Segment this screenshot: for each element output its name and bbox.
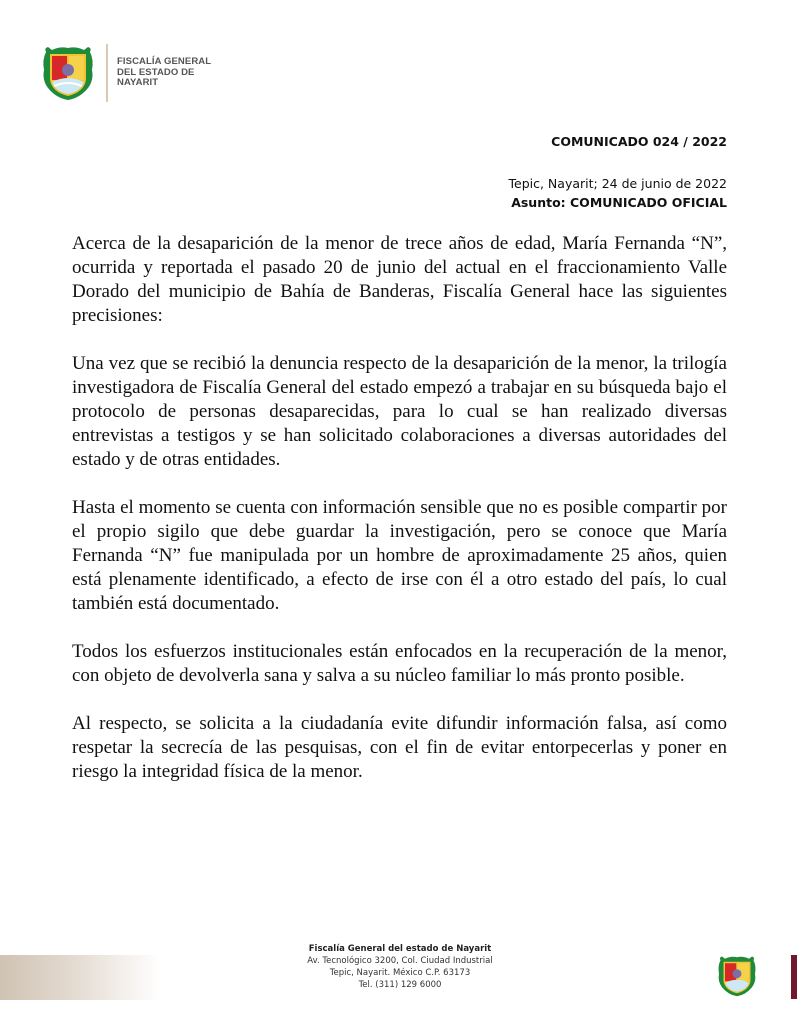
subject-line: Asunto: COMUNICADO OFICIAL [511,195,727,210]
document-body [72,232,727,808]
header-divider [106,44,108,102]
letterhead [40,42,211,104]
org-name [117,57,211,89]
footer-coat-of-arms-icon [716,953,758,999]
paragraph: Acerca de la desaparición de la menor de trece años de edad, María Fernanda “N”, ocurrida y reportada el pasado 20 de junio del actual en el fraccionamiento Valle Dorado del municipio de Bahía de Banderas, Fiscalía General hace las siguientes precisiones: [72,233,727,326]
paragraph: Hasta el momento se cuenta con información sensible que no es posible compartir por el propio sigilo que debe guardar la investigación, pero se conoce que María Fernanda “N” fue manipulada por un hombre de aproximadamente 25 años, quien está plenamente identificado, a efecto de irse con él a otro estado del país, lo cual también está documentado. [72,497,727,614]
communique-number: COMUNICADO 024 / 2022 [551,134,727,149]
footer-maroon-bar [791,955,797,999]
footer-contact [285,943,515,991]
paragraph: Todos los esfuerzos institucionales están enfocados en la recuperación de la menor, con objeto de devolverla sana y salva a su núcleo familiar lo más pronto posible. [72,641,727,686]
paragraph: Al respecto, se solicita a la ciudadanía evite difundir información falsa, así como respetar la secrecía de las pesquisas, con el fin de evitar entorpecerlas y poner en riesgo la integridad física de la menor. [72,713,727,782]
org-line: DEL ESTADO DE [117,66,195,78]
paragraph: Una vez que se recibió la denuncia respecto de la desaparición de la menor, la trilogía investigadora de Fiscalía General del estado empezó a trabajar en su búsqueda bajo el protocolo de personas desaparecidas, para lo cual se han realizado diversas entrevistas a testigos y se han solicitado colaboraciones a diversas autoridades del estado y de otras entidades. [72,353,727,470]
nayarit-coat-of-arms-icon [40,44,96,102]
footer-org: Fiscalía General del estado de Nayarit [308,944,492,954]
footer-address-line1: Av. Tecnológico 3200, Col. Ciudad Industrial [307,956,493,966]
org-line: FISCALÍA GENERAL [117,56,212,68]
place-date: Tepic, Nayarit; 24 de junio de 2022 [508,176,727,191]
org-line: NAYARIT [117,77,159,89]
footer-gradient-band [0,955,160,1000]
footer-phone: Tel. (311) 129 6000 [358,980,442,990]
footer-address-line2: Tepic, Nayarit. México C.P. 63173 [329,968,471,978]
